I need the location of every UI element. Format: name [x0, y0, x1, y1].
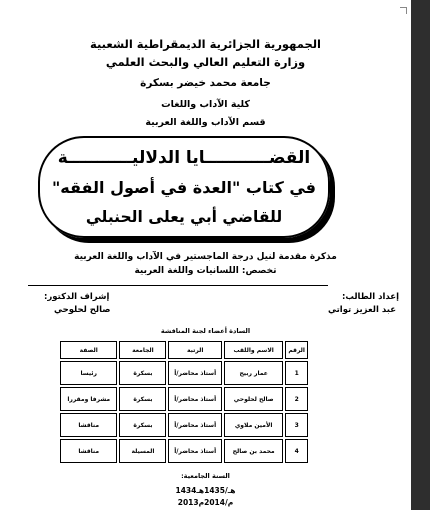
academic-year-label: السنة الجامعية:: [181, 472, 230, 480]
header-role: الصفة: [60, 341, 117, 359]
cell-rank: أستاذ محاضر/أ: [168, 439, 222, 463]
cell-rank: أستاذ محاضر/أ: [168, 413, 222, 437]
cell-rank: أستاذ محاضر/أ: [168, 387, 222, 411]
supervisor-label: إشراف الدكتور:: [44, 292, 110, 302]
table-row: [60, 361, 308, 385]
committee-header-row: [60, 341, 308, 359]
cell-role: مشرفا ومقررا: [60, 387, 117, 411]
title-line-2: في كتاب "العدة في أصول الفقه": [51, 178, 317, 197]
title-line-3: للقاضي أبي يعلى الحنبلي: [85, 208, 283, 226]
cell-university: بسكرة: [119, 361, 166, 385]
committee-table: [58, 339, 310, 465]
cell-number: 2: [285, 387, 308, 411]
table-row: [60, 439, 308, 463]
cell-number: 3: [285, 413, 308, 437]
cell-role: مناقشا: [60, 413, 117, 437]
cell-name: محمد بن صالح: [224, 439, 283, 463]
header-name: الاسم واللقب: [224, 341, 283, 359]
student-label: إعداد الطالب:: [341, 292, 399, 302]
cell-number: 1: [285, 361, 308, 385]
header-rank: الرتبة: [168, 341, 222, 359]
academic-year-gregorian: 2013م/2014م: [177, 498, 234, 507]
cell-name: صالح لحلوحي: [224, 387, 283, 411]
cell-role: رئيسا: [60, 361, 117, 385]
committee-title: السادة أعضاء لجنة المناقشة: [160, 327, 251, 335]
supervisor-name: صالح لحلوحي: [54, 305, 111, 315]
republic-name: الجمهورية الجزائرية الديمقراطية الشعبية: [89, 37, 321, 51]
ministry-name: وزارة التعليم العالي والبحث العلمي: [105, 55, 306, 69]
title-frame: [38, 136, 330, 238]
academic-year-hijri: 1434هـ/1435هـ: [175, 486, 236, 495]
cell-name: عمار ربيح: [224, 361, 283, 385]
cell-university: بسكرة: [119, 413, 166, 437]
university-name: جامعة محمد خيضر بسكرة: [140, 77, 271, 89]
viewer-scroll-strip[interactable]: [411, 0, 430, 510]
table-row: [60, 413, 308, 437]
faculty-name: كلية الآداب واللغات: [161, 99, 250, 110]
table-row: [60, 387, 308, 411]
cell-role: مناقشا: [60, 439, 117, 463]
cell-rank: أستاذ محاضر/أ: [168, 361, 222, 385]
student-name: عبد العزيز تواتي: [328, 305, 396, 315]
header-number: الرقم: [285, 341, 308, 359]
cell-university: بسكرة: [119, 387, 166, 411]
title-line-1: القضـــــــــــايا الدلاليـــــــــــة: [57, 148, 311, 168]
cell-number: 4: [285, 439, 308, 463]
cell-university: المسيلة: [119, 439, 166, 463]
specialty-statement: تخصص: اللسانيات واللغة العربية: [134, 266, 277, 276]
divider-line: [28, 285, 328, 286]
department-name: قسم الآداب واللغة العربية: [145, 117, 266, 128]
cell-name: الأمين ملاوي: [224, 413, 283, 437]
page-corner-mark: [400, 7, 407, 14]
degree-statement: مذكرة مقدمة لنيل درجة الماجستير في الآداب واللغة العربية: [74, 252, 337, 262]
header-university: الجامعة: [119, 341, 166, 359]
